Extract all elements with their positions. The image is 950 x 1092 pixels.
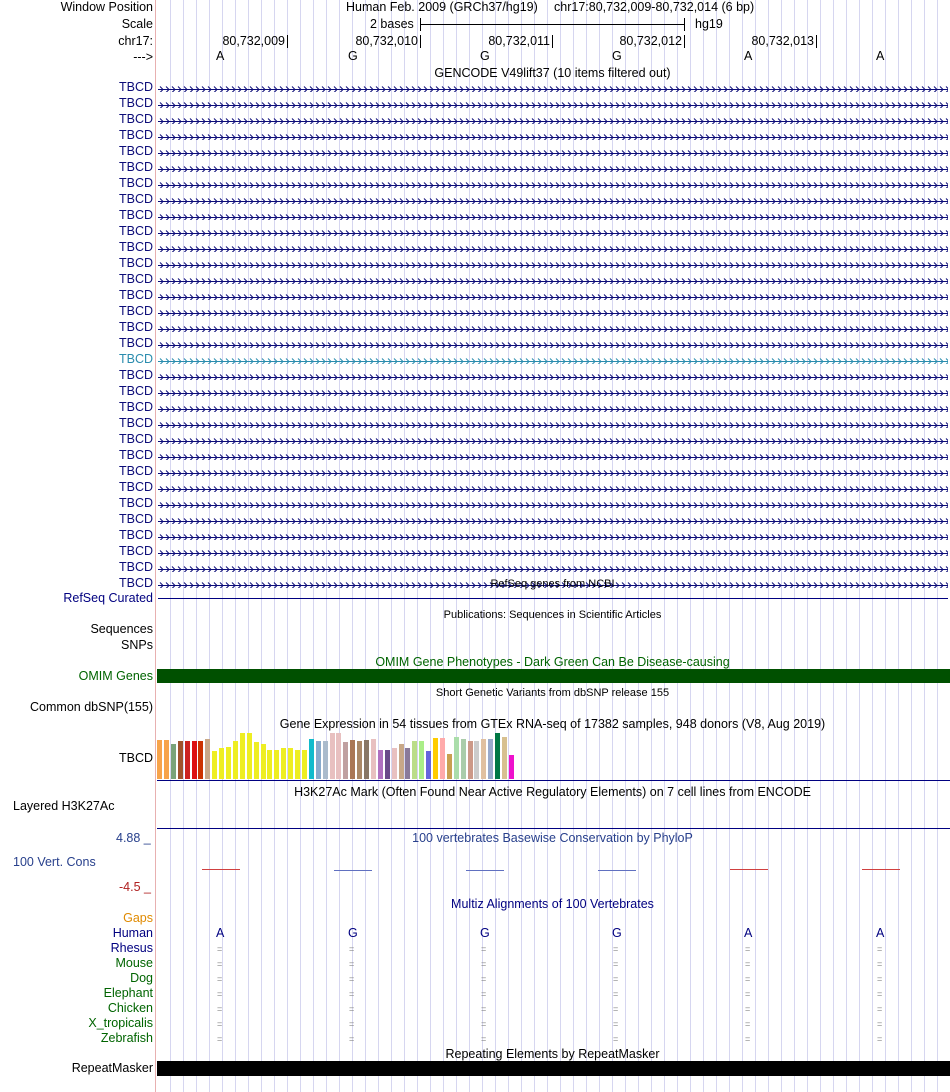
gene-transcript-line[interactable] [158,131,948,140]
multiz-match-mark: = [481,1004,487,1014]
gtex-tissue-bar[interactable] [295,750,300,779]
gencode-gene-label[interactable]: TBCD [118,512,153,526]
coordinate-label: 80,732,012 [619,34,682,48]
dbsnp-track-title: Short Genetic Variants from dbSNP release 155 [435,687,670,699]
gtex-tissue-bar[interactable] [371,739,376,779]
gene-transcript-line[interactable] [158,323,948,332]
gencode-gene-label[interactable]: TBCD [118,128,153,142]
gencode-gene-label[interactable]: TBCD [118,416,153,430]
scale-bar-left-tick [420,18,421,31]
gtex-tissue-bar[interactable] [412,741,417,779]
coordinate-tick [684,35,685,48]
gencode-gene-label[interactable]: TBCD [118,240,153,254]
phylop-base-bar[interactable] [334,870,372,871]
multiz-match-mark: = [877,989,883,999]
base-letter: G [480,49,490,63]
multiz-match-mark: = [349,1004,355,1014]
gene-transcript-line[interactable] [158,211,948,220]
pubs-snps-label[interactable]: SNPs [121,638,153,652]
gtex-tissue-bar[interactable] [488,739,493,779]
multiz-match-mark: = [349,1019,355,1029]
gtex-tissue-bar[interactable] [405,748,410,779]
multiz-match-mark: = [481,1019,487,1029]
multiz-match-mark: = [877,959,883,969]
gene-transcript-line[interactable] [158,307,948,316]
multiz-species-label[interactable]: Human [112,926,153,940]
multiz-match-mark: = [613,1004,619,1014]
gtex-tissue-bar[interactable] [219,748,224,779]
gencode-gene-label[interactable]: TBCD [118,480,153,494]
coordinate-tick [552,35,553,48]
h3k27-baseline [157,828,950,829]
gtex-tissue-bar[interactable] [419,741,424,779]
gtex-tissue-bar[interactable] [481,739,486,779]
gtex-tissue-bar[interactable] [502,737,507,779]
multiz-human-base: G [348,926,358,940]
window-position-label: Window Position [60,0,153,14]
gtex-tissue-bar[interactable] [288,748,293,779]
chrom-label: chr17: [118,34,153,48]
gtex-tissue-bar[interactable] [495,733,500,779]
multiz-match-mark: = [217,1019,223,1029]
multiz-match-mark: = [613,1019,619,1029]
gencode-gene-label[interactable]: TBCD [118,336,153,350]
gtex-tissue-bar[interactable] [254,742,259,779]
phylop-base-bar[interactable] [730,869,768,870]
gtex-tissue-bar[interactable] [212,751,217,779]
gtex-tissue-bar[interactable] [192,741,197,779]
gencode-gene-label[interactable]: TBCD [118,544,153,558]
h3k27-track-title: H3K27Ac Mark (Often Found Near Active Regulatory Elements) on 7 cell lines from ENCODE [294,785,811,799]
gene-transcript-line[interactable] [158,339,948,348]
refseq-gene-line[interactable] [158,598,948,599]
gencode-gene-label[interactable]: TBCD [118,80,153,94]
coordinate-tick [816,35,817,48]
pubs-sequences-label[interactable]: Sequences [90,622,153,636]
gencode-gene-label[interactable]: TBCD [118,192,153,206]
multiz-match-mark: = [745,989,751,999]
multiz-match-mark: = [613,1034,619,1044]
omim-track-title: OMIM Gene Phenotypes - Dark Green Can Be Disease-causing [375,655,730,669]
multiz-species-label[interactable]: Zebrafish [100,1031,153,1045]
gtex-tissue-bar[interactable] [343,742,348,779]
multiz-human-base: A [744,926,753,940]
gtex-tissue-bar[interactable] [171,744,176,779]
multiz-human-base: G [612,926,622,940]
gtex-tissue-bar[interactable] [378,750,383,779]
multiz-match-mark: = [877,974,883,984]
gtex-tissue-bar[interactable] [392,748,397,779]
gencode-gene-label[interactable]: TBCD [118,560,153,574]
multiz-match-mark: = [481,1034,487,1044]
gene-transcript-line[interactable] [158,387,948,396]
gtex-tissue-bar[interactable] [267,750,272,779]
base-letter: A [876,49,885,63]
multiz-species-label[interactable]: Elephant [103,986,153,1000]
gtex-tissue-bar[interactable] [461,739,466,779]
pubs-track-title: Publications: Sequences in Scientific Articles [443,609,662,621]
gtex-track-label[interactable]: TBCD [118,751,153,765]
gencode-gene-label[interactable]: TBCD [118,96,153,110]
multiz-human-base: G [480,926,490,940]
gene-transcript-line[interactable] [158,275,948,284]
multiz-match-mark: = [217,1034,223,1044]
gencode-gene-label[interactable]: TBCD [118,160,153,174]
gencode-gene-label[interactable]: TBCD [118,176,153,190]
db-label: hg19 [695,17,723,31]
phylop-track-label[interactable]: 100 Vert. Cons [13,855,96,869]
gene-transcript-line[interactable] [158,531,948,540]
coordinate-label: 80,732,009 [222,34,285,48]
gtex-tissue-bar[interactable] [357,741,362,779]
multiz-match-mark: = [613,989,619,999]
gtex-tissue-bar[interactable] [316,741,321,779]
base-letter: G [612,49,622,63]
multiz-gaps-label[interactable]: Gaps [123,911,153,925]
gencode-gene-label[interactable]: TBCD [118,224,153,238]
gene-transcript-line[interactable] [158,419,948,428]
multiz-match-mark: = [877,1034,883,1044]
scale-bar-right-tick [684,18,685,31]
multiz-match-mark: = [349,944,355,954]
gtex-baseline [157,780,950,781]
gene-transcript-line[interactable] [158,179,948,188]
gtex-tissue-bar[interactable] [205,739,210,779]
gtex-tissue-bar[interactable] [454,737,459,779]
gtex-tissue-bar[interactable] [440,738,445,779]
coordinate-label: 80,732,011 [488,34,550,48]
gencode-gene-label[interactable]: TBCD [118,256,153,270]
multiz-match-mark: = [349,974,355,984]
gtex-tissue-bar[interactable] [247,733,252,779]
gencode-gene-label[interactable]: TBCD [118,272,153,286]
multiz-match-mark: = [217,944,223,954]
gene-transcript-line[interactable] [158,547,948,556]
multiz-match-mark: = [481,959,487,969]
gtex-tissue-bar[interactable] [385,750,390,779]
multiz-track-title: Multiz Alignments of 100 Vertebrates [451,897,654,911]
gtex-tissue-bar[interactable] [281,748,286,779]
refseq-track-label[interactable]: RefSeq Curated [63,591,153,605]
coordinate-label: 80,732,013 [751,34,814,48]
phylop-max-label: 4.88 _ [116,831,151,845]
multiz-match-mark: = [217,1004,223,1014]
multiz-species-label[interactable]: X_tropicalis [88,1016,153,1030]
phylop-base-bar[interactable] [598,870,636,871]
gtex-tissue-bar[interactable] [399,744,404,779]
multiz-match-mark: = [877,944,883,954]
gene-transcript-line[interactable] [158,163,948,172]
gtex-tissue-bar[interactable] [509,755,514,779]
gencode-gene-label[interactable]: TBCD [118,368,153,382]
gencode-gene-label[interactable]: TBCD [118,288,153,302]
phylop-min-label: -4.5 _ [119,880,151,894]
multiz-match-mark: = [745,1019,751,1029]
gtex-tissue-bar[interactable] [240,733,245,779]
multiz-human-base: A [876,926,885,940]
gencode-gene-label[interactable]: TBCD [118,496,153,510]
gene-transcript-line[interactable] [158,467,948,476]
gtex-tissue-bar[interactable] [350,740,355,779]
gtex-tissue-bar[interactable] [302,750,307,779]
gencode-gene-label[interactable]: TBCD [118,576,153,590]
gencode-gene-label[interactable]: TBCD [118,448,153,462]
gencode-gene-label[interactable]: TBCD [118,144,153,158]
multiz-species-label[interactable]: Chicken [107,1001,153,1015]
gencode-gene-label[interactable]: TBCD [118,352,153,366]
multiz-human-base: A [216,926,225,940]
multiz-match-mark: = [217,989,223,999]
multiz-species-label[interactable]: Rhesus [110,941,153,955]
multiz-match-mark: = [349,1034,355,1044]
gencode-gene-label[interactable]: TBCD [118,528,153,542]
gencode-track-title: GENCODE V49lift37 (10 items filtered out) [434,66,671,80]
gtex-tissue-bar[interactable] [198,741,203,779]
gtex-tissue-bar[interactable] [474,741,479,779]
dbsnp-track-label[interactable]: Common dbSNP(155) [30,700,153,714]
multiz-match-mark: = [613,974,619,984]
coordinate-tick [287,35,288,48]
repeat-track-title: Repeating Elements by RepeatMasker [445,1047,660,1061]
omim-track-label[interactable]: OMIM Genes [78,669,153,683]
multiz-match-mark: = [745,974,751,984]
gene-transcript-line[interactable] [158,83,948,92]
gencode-gene-label[interactable]: TBCD [118,112,153,126]
phylop-base-bar[interactable] [466,870,504,871]
multiz-match-mark: = [877,1004,883,1014]
gene-transcript-line[interactable] [158,115,948,124]
refseq-track-title: RefSeq genes from NCBI [490,578,615,590]
gtex-tissue-bar[interactable] [274,750,279,779]
gencode-gene-label[interactable]: TBCD [118,464,153,478]
omim-gene-bar[interactable] [157,669,950,683]
repeat-track-label[interactable]: RepeatMasker [71,1061,153,1075]
gtex-tissue-bar[interactable] [226,747,231,779]
gencode-gene-label[interactable]: TBCD [118,208,153,222]
position-readout: chr17:80,732,009-80,732,014 (6 bp) [554,0,755,14]
gtex-tissue-bar[interactable] [364,740,369,779]
base-letter: G [348,49,358,63]
gencode-gene-label[interactable]: TBCD [118,320,153,334]
coordinate-label: 80,732,010 [355,34,418,48]
gene-transcript-line[interactable] [158,147,948,156]
gene-transcript-line[interactable] [158,195,948,204]
multiz-species-label[interactable]: Dog [130,971,153,985]
h3k27-track-label[interactable]: Layered H3K27Ac [13,799,115,813]
gtex-tissue-bar[interactable] [178,741,183,779]
gencode-gene-label[interactable]: TBCD [118,304,153,318]
gene-transcript-line[interactable] [158,259,948,268]
base-letter: A [216,49,225,63]
scale-label: Scale [121,17,153,31]
multiz-match-mark: = [217,959,223,969]
gene-transcript-line[interactable] [158,515,948,524]
gene-transcript-line[interactable] [158,451,948,460]
gtex-tissue-bar[interactable] [309,739,314,779]
scale-bar [420,24,685,25]
gencode-gene-label[interactable]: TBCD [118,400,153,414]
multiz-match-mark: = [217,974,223,984]
gencode-gene-label[interactable]: TBCD [118,432,153,446]
gtex-tissue-bar[interactable] [468,741,473,779]
gencode-gene-label[interactable]: TBCD [118,384,153,398]
gtex-tissue-bar[interactable] [157,740,162,779]
multiz-match-mark: = [613,944,619,954]
gene-transcript-line[interactable] [158,371,948,380]
multiz-match-mark: = [745,1034,751,1044]
gtex-tissue-bar[interactable] [447,754,452,779]
gene-transcript-line[interactable] [158,483,948,492]
gtex-tissue-bar[interactable] [164,740,169,779]
gene-transcript-line[interactable] [158,291,948,300]
gene-transcript-line[interactable] [158,355,948,364]
repeat-element-bar[interactable] [157,1061,950,1076]
gene-transcript-line[interactable] [158,227,948,236]
gtex-tissue-bar[interactable] [185,741,190,779]
phylop-base-bar[interactable] [202,869,240,870]
gtex-tissue-bar[interactable] [330,733,335,779]
gtex-tissue-bar[interactable] [233,741,238,779]
phylop-track-title: 100 vertebrates Basewise Conservation by PhyloP [412,831,693,845]
gene-transcript-line[interactable] [158,99,948,108]
multiz-match-mark: = [481,989,487,999]
gtex-tissue-bar[interactable] [261,744,266,779]
scale-text: 2 bases [370,17,414,31]
gene-transcript-line[interactable] [158,403,948,412]
left-divider [155,0,156,1092]
gtex-tissue-bar[interactable] [336,733,341,779]
multiz-match-mark: = [481,944,487,954]
multiz-match-mark: = [349,989,355,999]
gtex-tissue-bar[interactable] [323,741,328,779]
multiz-match-mark: = [745,944,751,954]
gene-transcript-line[interactable] [158,243,948,252]
strand-label: ---> [133,50,153,64]
multiz-match-mark: = [481,974,487,984]
multiz-match-mark: = [613,959,619,969]
gene-transcript-line[interactable] [158,499,948,508]
multiz-match-mark: = [877,1019,883,1029]
gtex-tissue-bar[interactable] [433,738,438,779]
gtex-track-title: Gene Expression in 54 tissues from GTEx RNA-seq of 17382 samples, 948 donors (V8, Aug 2019) [279,717,826,731]
base-letter: A [744,49,753,63]
gene-transcript-line[interactable] [158,435,948,444]
multiz-species-label[interactable]: Mouse [115,956,153,970]
gtex-tissue-bar[interactable] [426,751,431,779]
multiz-match-mark: = [745,1004,751,1014]
gene-transcript-line[interactable] [158,563,948,572]
multiz-match-mark: = [745,959,751,969]
assembly-name: Human Feb. 2009 (GRCh37/hg19) [346,0,538,14]
phylop-base-bar[interactable] [862,869,900,870]
coordinate-tick [420,35,421,48]
multiz-match-mark: = [349,959,355,969]
